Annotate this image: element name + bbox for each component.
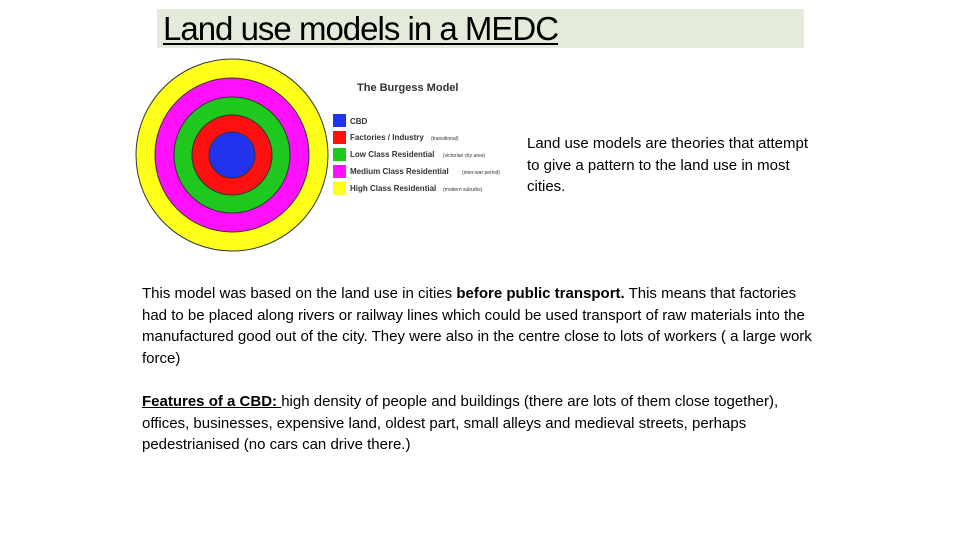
legend-swatch-low-class: [333, 148, 346, 161]
legend-swatch-factories: [333, 131, 346, 144]
legend-swatch-high-class: [333, 182, 346, 195]
ring-cbd: [209, 132, 255, 178]
legend-label-factories: Factories / Industry: [350, 133, 424, 142]
page-title: Land use models in a MEDC: [163, 10, 559, 47]
legend-label-low-class: Low Class Residential: [350, 150, 435, 159]
legend-note-medium-class: (inter-war period): [462, 170, 501, 176]
paragraph-cbd-features: [142, 391, 822, 456]
paragraph-burgess-explanation: [142, 283, 822, 369]
cbd-features-text: high density of people and buildings (there are lots of them close together), offices, businesses, expensive land, oldest part, small alleys and medieval streets, perhaps pedestrianised (no cars can drive there.): [142, 393, 779, 453]
legend-note-low-class: (victorian city area): [443, 153, 486, 159]
paragraph1-text-end: This means that factories had to be placed along rivers or railway lines which could be used transport of raw materials into the manufactured good out of the city. They were also in the centre close to lots of workers ( a large work force): [142, 285, 812, 367]
legend-label-medium-class: Medium Class Residential: [350, 167, 449, 176]
model-title: The Burgess Model: [357, 82, 459, 94]
cbd-features-label: Features of a CBD:: [142, 393, 282, 410]
legend-note-factories: (transitional): [431, 136, 459, 142]
legend-swatch-medium-class: [333, 165, 346, 178]
legend-swatch-cbd: [333, 114, 346, 127]
legend-label-high-class: High Class Residential: [350, 184, 437, 193]
intro-text: Land use models are theories that attempt to give a pattern to the land use in most cities.: [527, 135, 809, 195]
legend-label-cbd: CBD: [350, 117, 368, 126]
paragraph1-text-start: This model was based on the land use in cities: [142, 285, 457, 302]
legend-note-high-class: (modern suburbs): [443, 187, 483, 193]
paragraph1-bold-phrase: before public transport.: [456, 285, 625, 302]
concentric-rings: [136, 59, 328, 251]
legend: [333, 114, 500, 195]
